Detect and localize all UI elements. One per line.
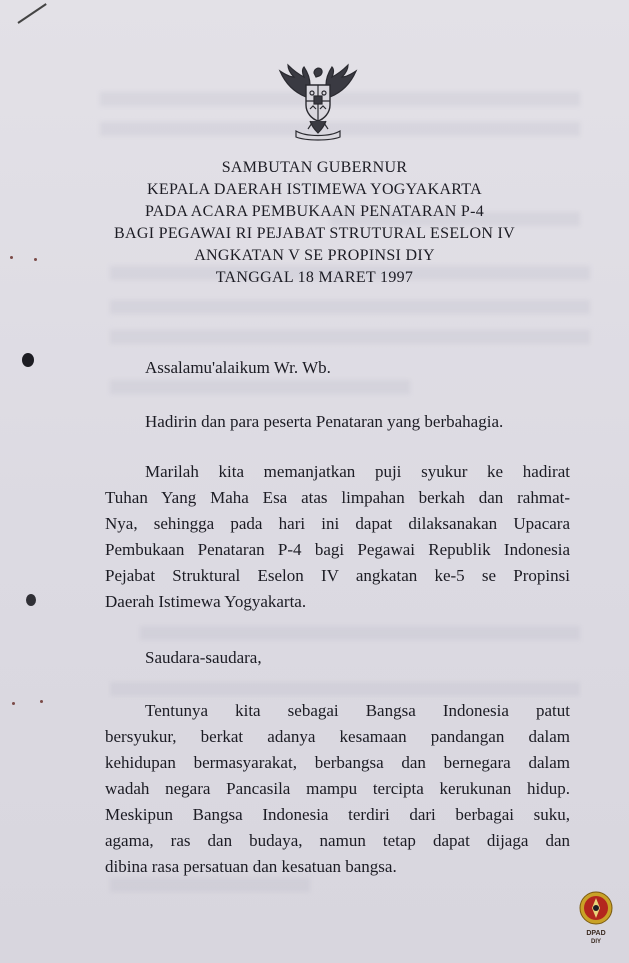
paragraph-line: dibina rasa persatuan dan kesatuan bangsa. [105, 857, 397, 876]
header-line: ANGKATAN V SE PROPINSI DIY [194, 247, 435, 264]
greeting: Assalamu'alaikum Wr. Wb. [145, 358, 331, 377]
bleed-through-mark [110, 878, 310, 892]
logo-text: DPAD [586, 930, 606, 937]
bleed-through-mark [110, 682, 580, 696]
paragraph-line: Meskipun Bangsa Indonesia terdiri dari berbagai suku, [105, 805, 570, 824]
paragraph-line: agama, ras dan budaya, namun tetap dapat dijaga dan [105, 831, 570, 850]
bleed-through-mark [110, 300, 590, 314]
garuda-pancasila-emblem-icon [276, 63, 360, 143]
paragraph-line: Marilah kita memanjatkan puji syukur ke hadirat [145, 462, 570, 481]
punch-hole [22, 353, 34, 367]
speck [12, 702, 15, 705]
header-line: SAMBUTAN GUBERNUR [221, 159, 408, 176]
paragraph-1 [105, 459, 570, 615]
salutation: Saudara-saudara, [145, 648, 262, 667]
header-line: PADA ACARA PEMBUKAAN PENATARAN P-4 [144, 203, 485, 220]
paragraph-line: Pembukaan Penataran P-4 bagi Pegawai Republik Indonesia [105, 540, 570, 559]
paragraph-line: Pejabat Struktural Eselon IV angkatan ke-5 se Propinsi [105, 566, 570, 585]
bleed-through-mark [110, 380, 410, 394]
paragraph-line: Tuhan Yang Maha Esa atas limpahan berkah dan rahmat- [105, 488, 570, 507]
paragraph-line: Daerah Istimewa Yogyakarta. [105, 592, 307, 611]
dpad-diy-logo-icon [577, 889, 615, 945]
address-line: Hadirin dan para peserta Penataran yang berbahagia. [145, 412, 504, 431]
header-line: TANGGAL 18 MARET 1997 [215, 269, 414, 286]
paragraph-line: bersyukur, berkat adanya kesamaan pandangan dalam [105, 727, 570, 746]
header-line: KEPALA DAERAH ISTIMEWA YOGYAKARTA [147, 181, 482, 198]
document-header [0, 157, 629, 289]
punch-hole [26, 594, 36, 606]
logo-text: DIY [590, 939, 602, 945]
paragraph-line: Nya, sehingga pada hari ini dapat dilaksanakan Upacara [105, 514, 570, 533]
bleed-through-mark [110, 330, 590, 344]
paragraph-line: Tentunya kita sebagai Bangsa Indonesia patut [145, 701, 570, 720]
speck [40, 700, 43, 703]
header-line: BAGI PEGAWAI RI PEJABAT STRUTURAL ESELON IV [114, 225, 515, 242]
paragraph-line: wadah negara Pancasila mampu tercipta kerukunan hidup. [105, 779, 570, 798]
paragraph-2 [105, 698, 570, 880]
pen-mark [17, 3, 46, 24]
bleed-through-mark [140, 626, 580, 640]
paragraph-line: kehidupan bermasyarakat, berbangsa dan bernegara dalam [105, 753, 570, 772]
